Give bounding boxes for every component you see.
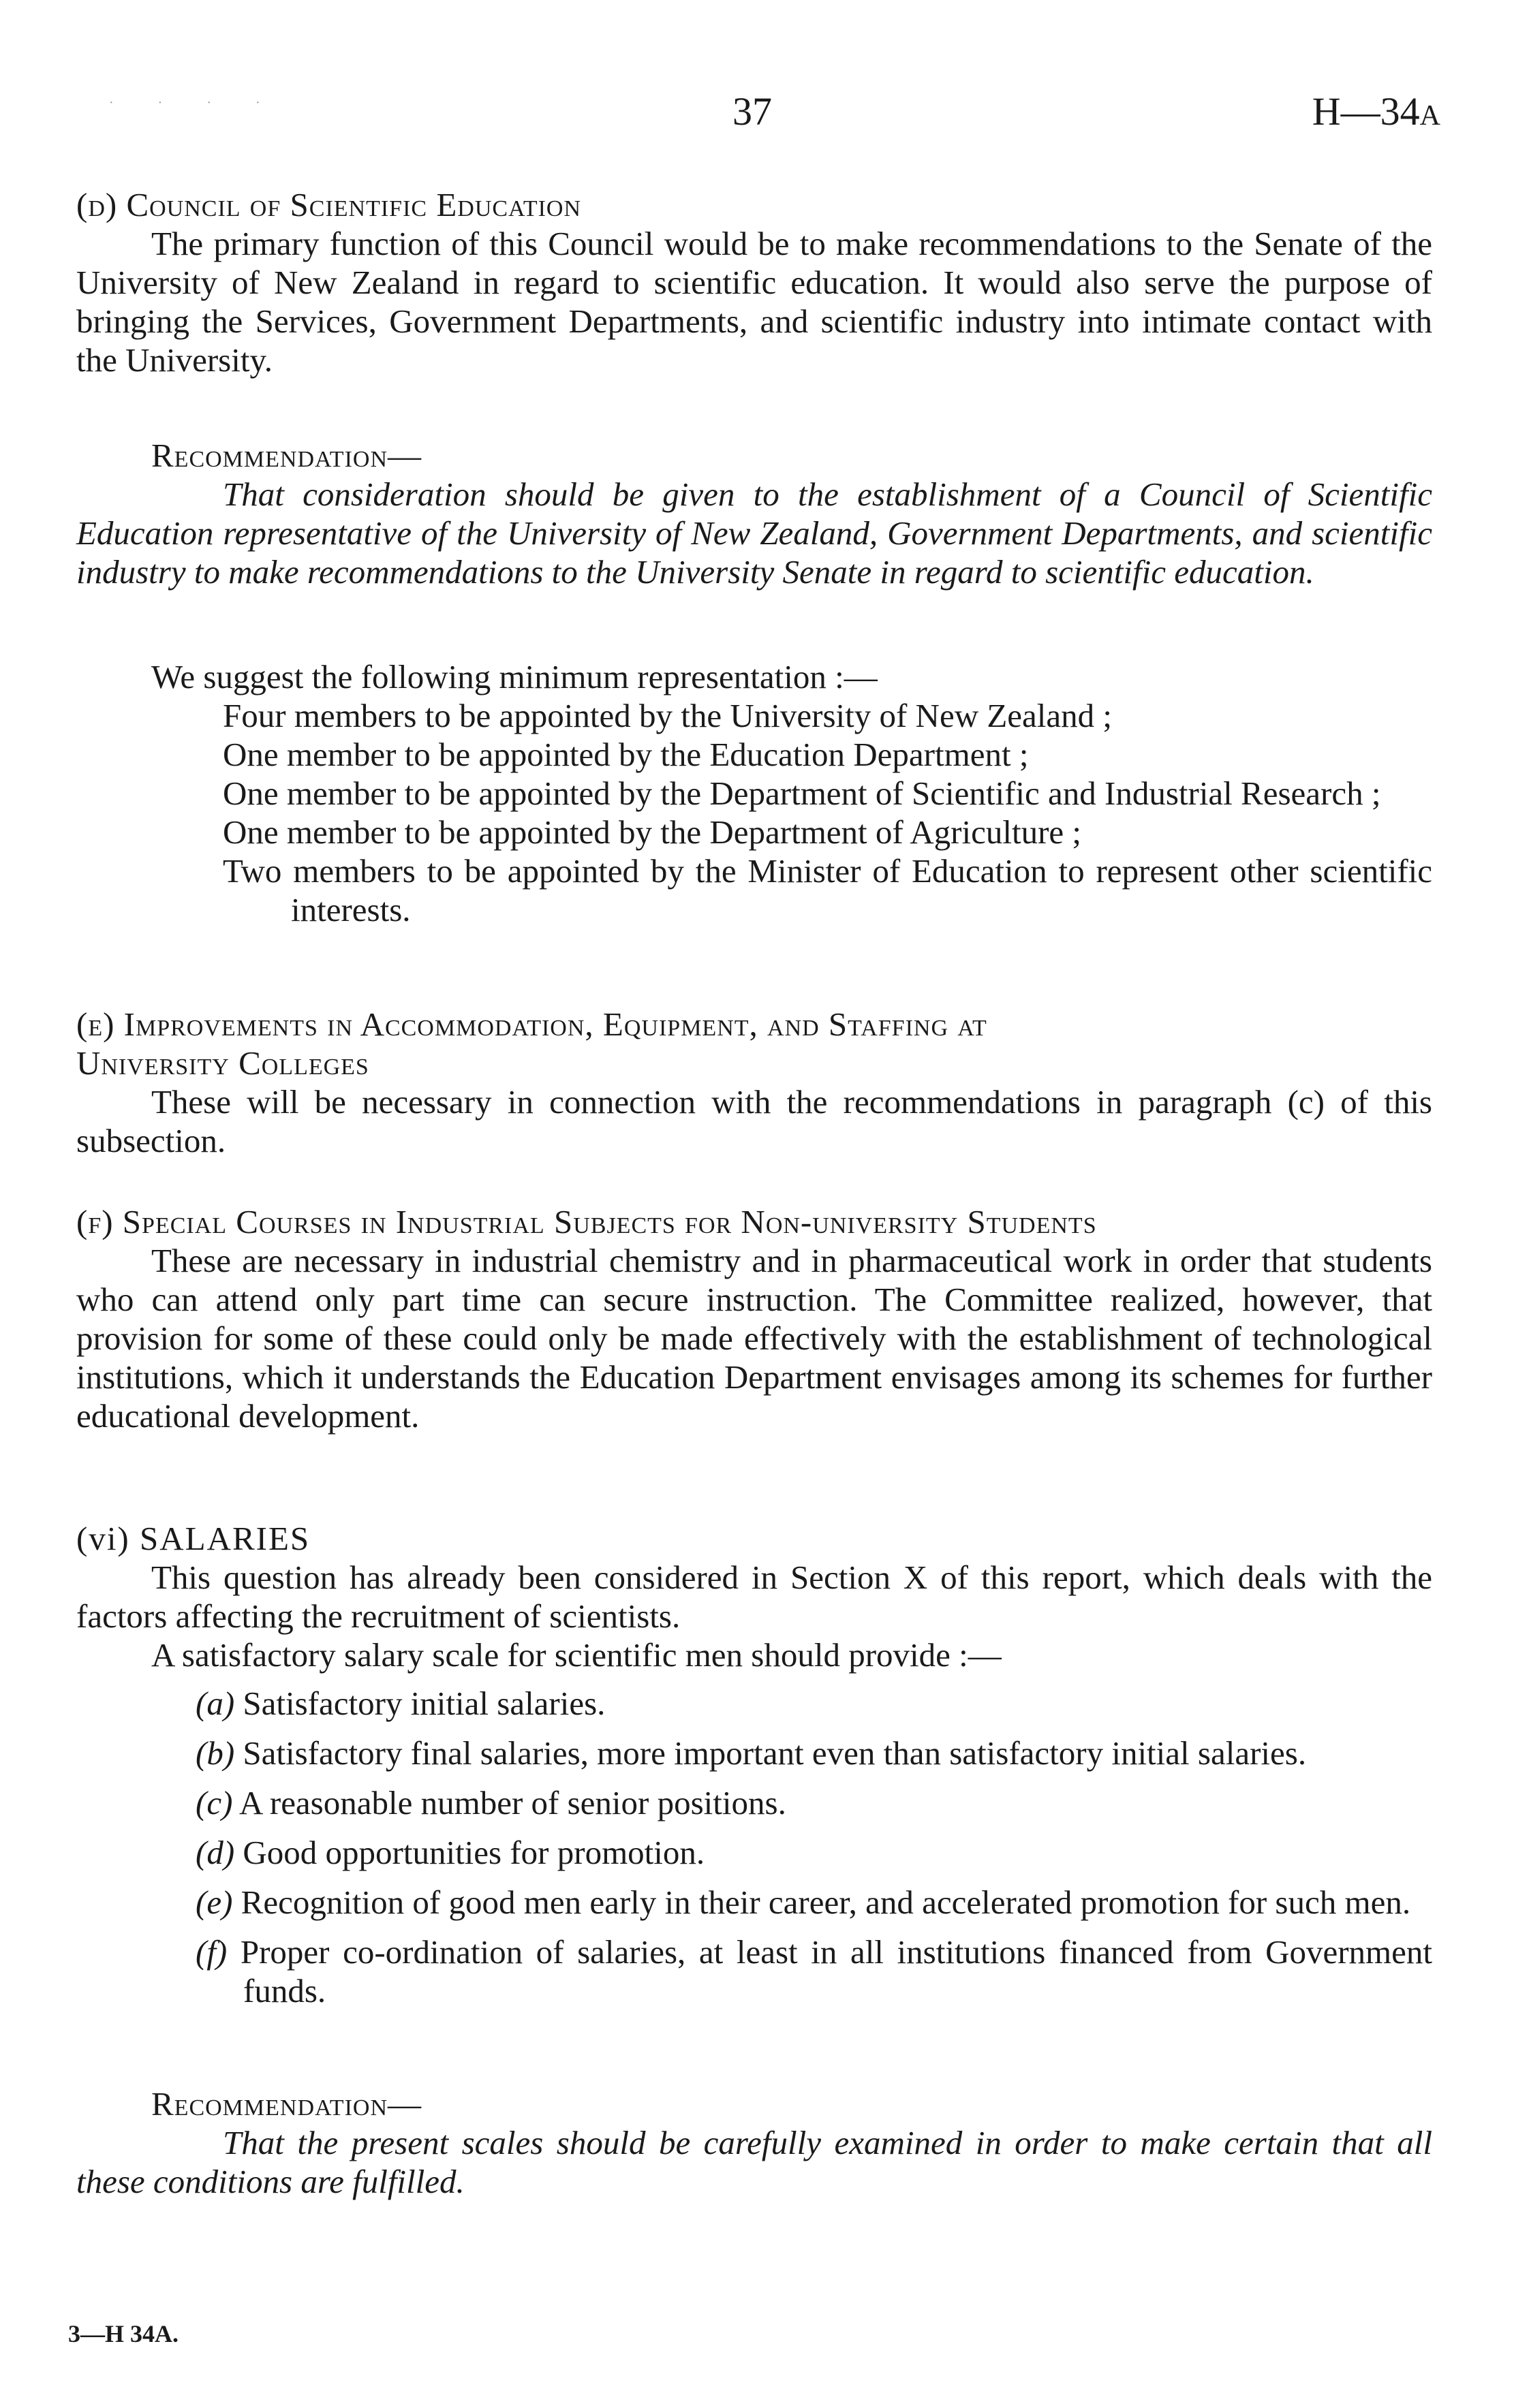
salaries-paragraph: This question has already been considered in Section X of this report, which deals with the factors affecting the recruitment of scientists. [76, 1559, 1432, 1635]
salaries-recommendation [76, 2084, 1432, 2201]
section-d-heading: (d) Council of Scientific Education [76, 186, 582, 223]
section-f [76, 1202, 1432, 1435]
salaries-title: (vi) SALARIES [76, 1520, 311, 1557]
section-d-paragraph: The primary function of this Council would be to make recommendations to the Senate of the University of New Zealand in regard to scientific education. It would also serve the purpose of bringing the Services, Government Departments, and scientific industry into intimate contact with the University. [76, 225, 1432, 379]
section-e [76, 1005, 1432, 1160]
list-item: (c) A reasonable number of senior positions. [196, 1784, 786, 1821]
list-item: (d) Good opportunities for promotion. [196, 1834, 705, 1871]
section-e-heading-line2: University Colleges [76, 1044, 369, 1082]
representation-item: One member to be appointed by the Department of Scientific and Industrial Research ; [223, 775, 1381, 812]
document-reference-suffix: A [1419, 100, 1440, 131]
footer-signature: 3—H 34A. [68, 2320, 179, 2347]
recommendation-text: That consideration should be given to the establishment of a Council of Scientific Education representative of the University of New Zealand, Government Departments, and scientific industry to make recommendations to the University Senate in regard to scientific education. [76, 475, 1432, 591]
salaries-intro: A satisfactory salary scale for scientific men should provide :— [151, 1636, 1002, 1674]
recommendation-label: Recommendation— [151, 2085, 422, 2123]
list-item: (a) Satisfactory initial salaries. [196, 1685, 606, 1722]
representation-item: One member to be appointed by the Department of Agriculture ; [223, 813, 1082, 851]
scan-artifact-dots: · · · · [109, 95, 281, 110]
recommendation-label: Recommendation— [151, 437, 422, 474]
section-d [76, 185, 1432, 379]
list-item: (e) Recognition of good men early in their career, and accelerated promotion for such men. [196, 1883, 1411, 1921]
list-item: (f) Proper co-ordination of salaries, at least in all institutions financed from Government funds. [196, 1933, 1432, 2010]
section-f-paragraph: These are necessary in industrial chemistry and in pharmaceutical work in order that students who can attend only part time can secure instruction. The Committee realized, however, that provision for some of these could only be made effectively with the establishment of technological institutions, which it understands the Education Department envisages among its schemes for further educational development. [76, 1242, 1432, 1435]
section-salaries [76, 1519, 1432, 1674]
section-e-paragraph: These will be necessary in connection with the recommendations in paragraph (c) of this subsection. [76, 1083, 1432, 1159]
representation-item: One member to be appointed by the Education Department ; [223, 736, 1029, 773]
section-e-heading-line1: (e) Improvements in Accommodation, Equipment, and Staffing at [76, 1005, 987, 1043]
salaries-list [76, 1684, 1432, 2010]
section-d-recommendation [76, 436, 1432, 591]
document-reference [1312, 89, 1440, 134]
page-number: 37 [732, 89, 772, 134]
list-item: (b) Satisfactory final salaries, more important even than satisfactory initial salaries. [196, 1734, 1307, 1772]
section-f-heading: (f) Special Courses in Industrial Subjects for Non-university Students [76, 1203, 1097, 1240]
recommendation-text: That the present scales should be carefully examined in order to make certain that all these conditions are fulfilled. [76, 2124, 1432, 2200]
representation-block [76, 657, 1432, 929]
document-reference-main: H—34 [1312, 89, 1420, 134]
representation-item: Four members to be appointed by the University of New Zealand ; [223, 697, 1112, 734]
representation-intro: We suggest the following minimum representation :— [151, 658, 878, 695]
representation-item: Two members to be appointed by the Minister of Education to represent other scientific interests. [223, 852, 1432, 928]
